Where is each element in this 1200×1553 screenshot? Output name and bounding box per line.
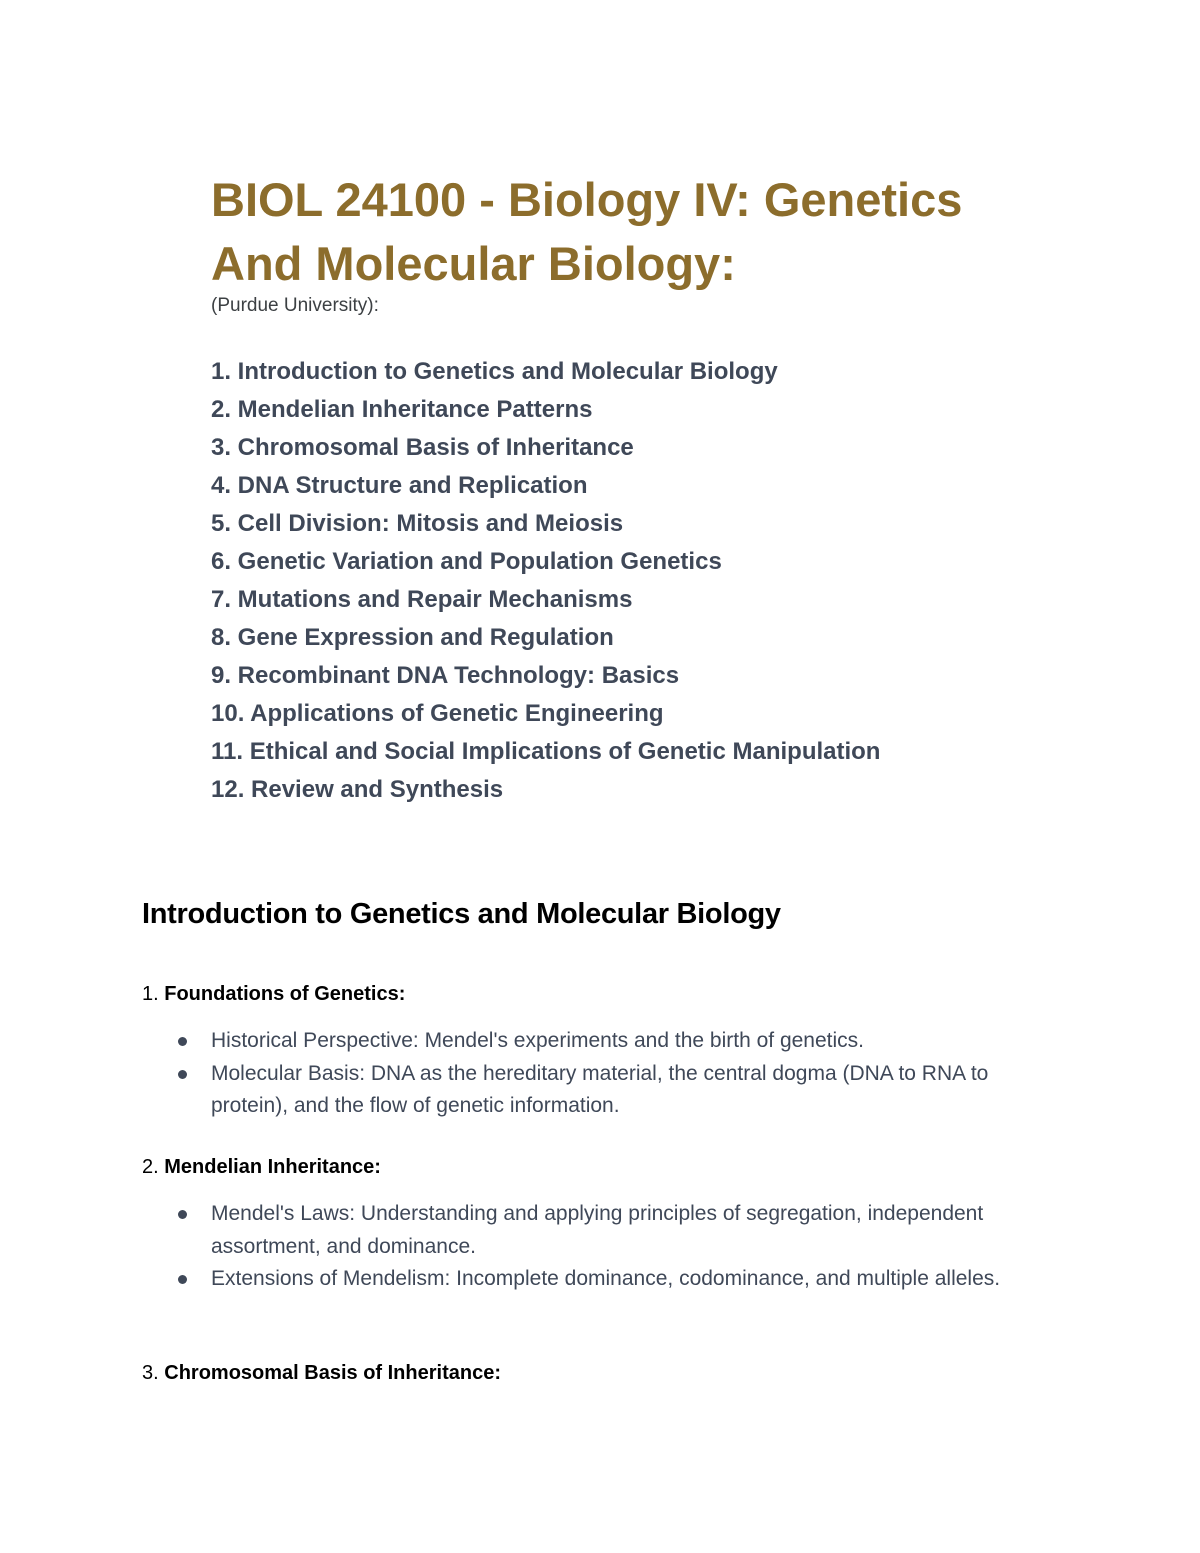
list-item-text: Mendel's Laws: Understanding and applying principles of segregation, independent assortment, and dominance. bbox=[211, 1202, 984, 1258]
bullet-icon bbox=[178, 1210, 187, 1219]
toc-item: 11. Ethical and Social Implications of Genetic Manipulation bbox=[211, 738, 881, 765]
bullet-icon bbox=[178, 1070, 187, 1079]
list-item bbox=[211, 1263, 1071, 1296]
section-heading: Introduction to Genetics and Molecular Biology bbox=[142, 898, 781, 930]
list-item bbox=[211, 1058, 1071, 1123]
subsection-heading bbox=[142, 979, 405, 1009]
toc-item: 10. Applications of Genetic Engineering bbox=[211, 700, 664, 727]
toc-item: 3. Chromosomal Basis of Inheritance bbox=[211, 434, 634, 461]
list-item-text: Historical Perspective: Mendel's experiments and the birth of genetics. bbox=[211, 1029, 864, 1052]
subsection-title: Mendelian Inheritance: bbox=[164, 1156, 381, 1178]
toc-item: 12. Review and Synthesis bbox=[211, 776, 504, 803]
subsection-number: 3. bbox=[142, 1362, 159, 1384]
toc-item: 4. DNA Structure and Replication bbox=[211, 472, 588, 499]
toc-item: 6. Genetic Variation and Population Genetics bbox=[211, 548, 722, 575]
bullet-list bbox=[211, 1198, 1071, 1296]
toc-item: 9. Recombinant DNA Technology: Basics bbox=[211, 662, 680, 689]
toc-item: 1. Introduction to Genetics and Molecular Biology bbox=[211, 358, 778, 385]
subsection-title: Chromosomal Basis of Inheritance: bbox=[164, 1362, 501, 1384]
subsection-title: Foundations of Genetics: bbox=[164, 983, 406, 1005]
toc-item: 8. Gene Expression and Regulation bbox=[211, 624, 614, 651]
subsection-heading bbox=[142, 1152, 381, 1182]
subsection-number: 1. bbox=[142, 983, 159, 1005]
page-subtitle: (Purdue University): bbox=[211, 295, 379, 316]
list-item bbox=[211, 1025, 1071, 1058]
toc-item: 2. Mendelian Inheritance Patterns bbox=[211, 396, 593, 423]
list-item-text: Extensions of Mendelism: Incomplete dominance, codominance, and multiple alleles. bbox=[211, 1267, 1001, 1290]
toc-item: 5. Cell Division: Mitosis and Meiosis bbox=[211, 510, 624, 537]
table-of-contents bbox=[211, 353, 880, 809]
subsection-heading bbox=[142, 1358, 501, 1388]
bullet-icon bbox=[178, 1037, 187, 1046]
bullet-list bbox=[211, 1025, 1071, 1123]
subsection-number: 2. bbox=[142, 1156, 159, 1178]
page-title: BIOL 24100 - Biology IV: Genetics And Molecular Biology: bbox=[211, 173, 963, 290]
bullet-icon bbox=[178, 1275, 187, 1284]
toc-item: 7. Mutations and Repair Mechanisms bbox=[211, 586, 633, 613]
list-item-text: Molecular Basis: DNA as the hereditary material, the central dogma (DNA to RNA to protein), and the flow of genetic information. bbox=[211, 1061, 989, 1117]
list-item bbox=[211, 1198, 1071, 1263]
